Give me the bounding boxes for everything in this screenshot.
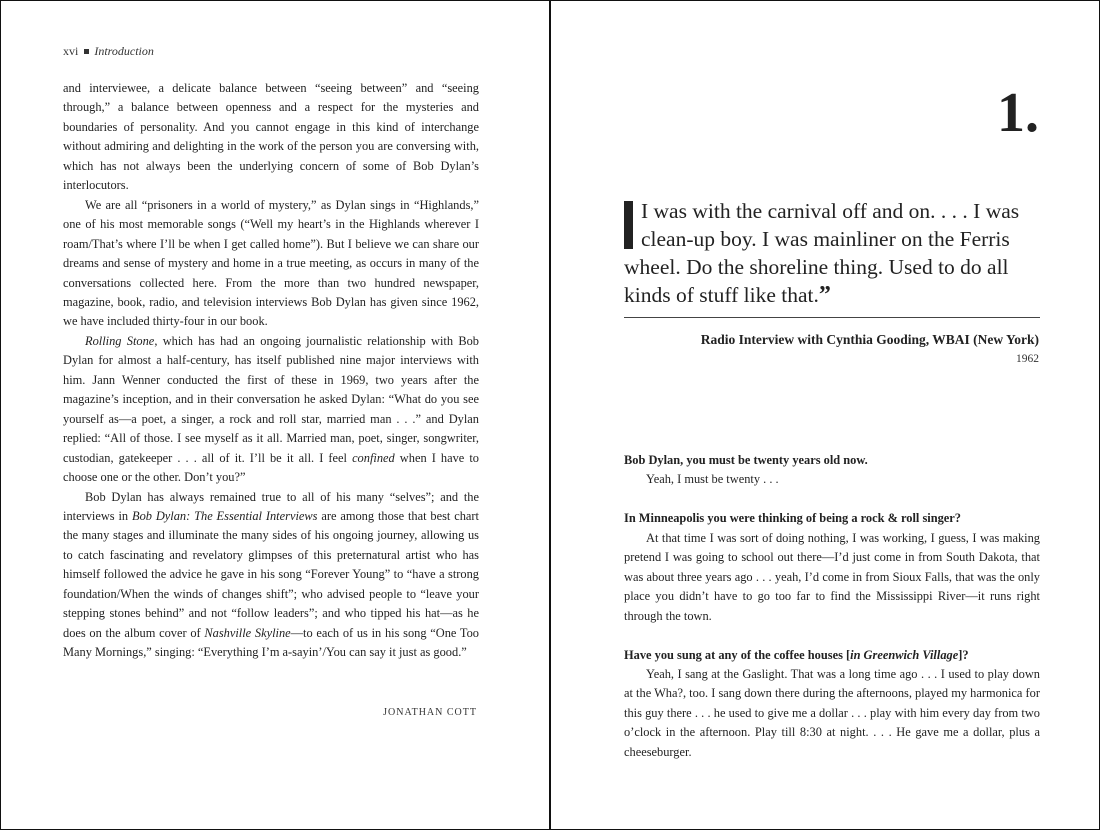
divider-rule <box>624 317 1040 318</box>
text-run: , which has had an ongoing journalistic relationship with Bob Dylan for almost a half-century, has itself published nine major interviews with him. Jann Wenner conducted the first of these in 1969, two years after the magazine’s inception, and in their conversation he asked Dylan: “What do you see yourself as—a poet, a singer, a rock and roll star, married man . . .” and Dylan replied: “All of those. I see myself as it all. Married man, poet, singer, songwriter, custodian, gatekeeper . . . all of it. I’ll be it all. I feel <box>63 333 479 465</box>
drop-cap-bar-icon <box>624 201 633 249</box>
author-signature: JONATHAN COTT <box>383 707 477 718</box>
interview-title: Radio Interview with Cynthia Gooding, WBAI (New York) <box>700 332 1039 347</box>
running-head <box>63 44 154 59</box>
interview-question <box>624 509 1040 528</box>
text-run: Bob Dylan has always remained true to all of his many “selves”; and the interviews in <box>63 489 479 523</box>
text-run: and interviewee, a delicate balance between “seeing between” and “seeing through,” a balance between openness and a respect for the mysteries and boundaries of personality. And you cannot engage in this kind of interchange without admiring and delighting in the work of the person you are conversing with, which has not always been the underlying concern of some of Bob Dylan’s interlocutors. <box>63 81 479 193</box>
intro-paragraph <box>63 79 479 196</box>
introduction-body <box>63 79 479 663</box>
italic-text: Nashville Skyline <box>204 625 291 640</box>
italic-text: Bob Dylan: The Essential Interviews <box>132 508 318 523</box>
section-title: Introduction <box>94 44 154 58</box>
left-page <box>1 1 551 829</box>
text-run: Bob Dylan, you must be twenty years old now. <box>624 453 868 467</box>
right-page <box>551 1 1100 829</box>
text-run: Have you sung at any of the coffee houses [ <box>624 647 851 662</box>
intro-paragraph <box>63 488 479 663</box>
text-run: —to each of us in his song “One Too Many Mornings,” singing: “Everything I’m a-sayin’/You can say it just as good.” <box>63 625 479 660</box>
interview-answer: Yeah, I must be twenty . . . <box>646 472 779 487</box>
square-bullet-icon <box>84 49 89 54</box>
text-run: when I have to choose one or the other. Don’t you?” <box>63 450 479 485</box>
interview-answer: At that time I was sort of doing nothing, I was working, I guess, I was making pretend I was going to school out there—I’d just come in from South Dakota, that was about three years ago . . . yeah, I’d come in from Sioux Falls, that was the only place you didn’t have to go too far to find the Mississippi River—it runs right through the town. <box>624 530 1040 623</box>
interview-answer: Yeah, I sang at the Gaslight. That was a long time ago . . . I used to play down at the Wha?, too. I sang down there during the afternoons, played my harmonica for this guy there . . . he used to give me a dollar . . . play with him every day from two o’clock in the afternoon. Play till 8:30 at night. . . . He gave me a dollar, plus a cheeseburger. <box>624 666 1040 759</box>
italic-text: confined <box>352 450 395 465</box>
interview-year: 1962 <box>1016 353 1039 365</box>
closing-quote-mark: ” <box>818 282 831 308</box>
interview-transcript <box>624 451 1040 782</box>
intro-paragraph <box>63 196 479 332</box>
text-run: In Minneapolis you were thinking of being a rock & roll singer? <box>624 511 961 526</box>
chapter-number: 1. <box>997 82 1039 144</box>
italic-text: Rolling Stone <box>85 333 155 348</box>
interview-question <box>624 646 1040 665</box>
italic-text: in Greenwich Village <box>850 647 959 662</box>
interview-question <box>624 451 1040 470</box>
pull-quote <box>624 197 1040 309</box>
intro-paragraph <box>63 332 479 488</box>
text-run: ]? <box>958 647 969 662</box>
page-number: xvi <box>63 44 79 58</box>
text-run: are among those that best chart the many stages and illuminate the many sides of his ongoing journey, allowing us to catch fascinating and revelatory glimpses of this preternatural artist who has himself followed the advice he gave in his song “Forever Young” to “have a strong foundation/When the winds of changes shift”; who advised people to “leave your stepping stones behind” and not “follow leaders”; and who tipped his hat—as he does on the album cover of <box>63 508 480 640</box>
text-run: We are all “prisoners in a world of mystery,” as Dylan sings in “Highlands,” one of his most memorable songs (“Well my heart’s in the Highlands wherever I roam/That’s where I’ll be when I get called home”). But I believe we can share our dreams and sense of mystery and home in a true meeting, as occurs in many of the conversations collected here. From the more than two hundred newspaper, magazine, book, radio, and television interviews Bob Dylan has given since 1962, we have included thirty-four in our book. <box>63 197 479 329</box>
pull-quote-text: I was with the carnival off and on. . . . I was clean-up boy. I was mainliner on the Ferris wheel. Do the shoreline thing. Used to do all kinds of stuff like that. <box>624 199 1020 307</box>
